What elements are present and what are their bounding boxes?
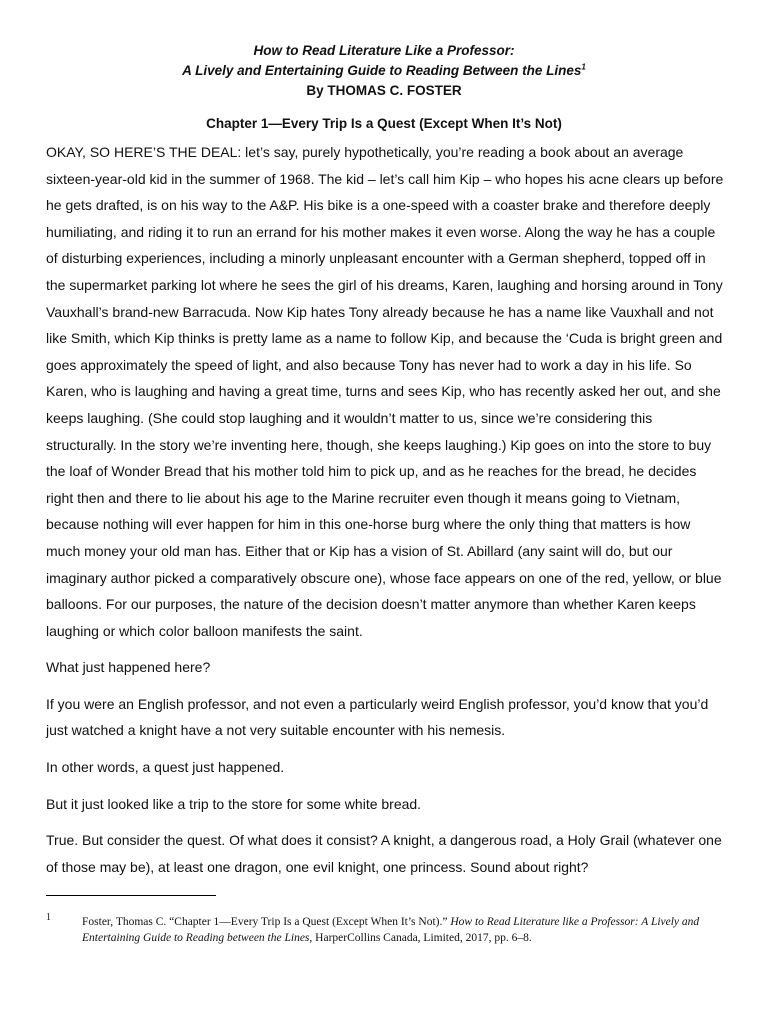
footnote-separator <box>46 895 216 896</box>
footnote-number: 1 <box>46 912 51 923</box>
footnote-marker[interactable]: 1 <box>581 62 586 72</box>
footnote-citation-start: Foster, Thomas C. “Chapter 1—Every Trip Is a Quest (Except When It’s Not).” <box>82 916 451 928</box>
paragraph-6: True. But consider the quest. Of what does it consist? A knight, a dangerous road, a Holy Grail (whatever one of those may be), at least one dragon, one evil knight, one princess. Sound about right? <box>46 832 722 875</box>
footnote-text <box>82 914 736 946</box>
body-text <box>46 139 724 890</box>
byline: By THOMAS C. FOSTER <box>306 83 462 98</box>
paragraph-5: But it just looked like a trip to the store for some white bread. <box>46 795 422 812</box>
footnote-book-title: How to Read Literature like a Professor: A Lively and Entertaining Guide to Reading between the Lines <box>82 916 700 944</box>
title-line-1: How to Read Literature Like a Professor: <box>253 43 515 58</box>
paragraph-2: What just happened here? <box>46 659 211 676</box>
paragraph-3: If you were an English professor, and not even a particularly weird English professor, you’d know that you’d just watched a knight have a not very suitable encounter with his nemesis. <box>46 695 709 739</box>
title-line-2-text: A Lively and Entertaining Guide to Reading Between the Lines <box>182 63 582 78</box>
chapter-heading: Chapter 1—Every Trip Is a Quest (Except When It’s Not) <box>206 116 562 131</box>
title-line-2 <box>0 61 768 81</box>
document-header <box>0 41 768 101</box>
paragraph-4: In other words, a quest just happened. <box>46 759 285 776</box>
footnote-citation-end: , HarperCollins Canada, Limited, 2017, pp. 6–8. <box>309 932 532 944</box>
paragraph-1: OKAY, SO HERE’S THE DEAL: let’s say, purely hypothetically, you’re reading a book about an average sixteen-year-old kid in the summer of 1968. The kid – let’s call him Kip – who hopes his acne clears up before he gets drafted, is on his way to the A&P. His bike is a one-speed with a coaster brake and therefore deeply humiliating, and riding it to run an errand for his mother makes it even worse. Along the way he has a couple of disturbing experiences, including a minorly unpleasant encounter with a German shepherd, topped off in the supermarket parking lot where he sees the girl of his dreams, Karen, laughing and horsing around in Tony Vauxhall’s brand-new Barracuda. Now Kip hates Tony already because he has a name like Vauxhall and not like Smith, which Kip thinks is pretty lame as a name to follow Kip, and because the ‘Cuda is bright green and goes approximately the speed of light, and also because Tony has never had to work a day in his life. So Karen, who is laughing and having a great time, turns and sees Kip, who has recently asked her out, and she keeps laughing. (She could stop laughing and it wouldn’t matter to us, since we’re considering this structurally. In the story we’re inventing here, though, she keeps laughing.) Kip goes on into the store to buy the loaf of Wonder Bread that his mother told him to pick up, and as he reaches for the bread, he decides right then and there to lie about his age to the Marine recruiter even though it means going to Vietnam, because nothing will ever happen for him in this one-horse burg where the only thing that matters is how much money your old man has. Either that or Kip has a vision of St. Abillard (any saint will do, but our imaginary author picked a comparatively obscure one), whose face appears on one of the red, yellow, or blue balloons. For our purposes, the nature of the decision doesn’t matter anymore than whether Karen keeps laughing or which color balloon manifests the saint. <box>46 144 724 639</box>
footnote <box>46 914 736 946</box>
